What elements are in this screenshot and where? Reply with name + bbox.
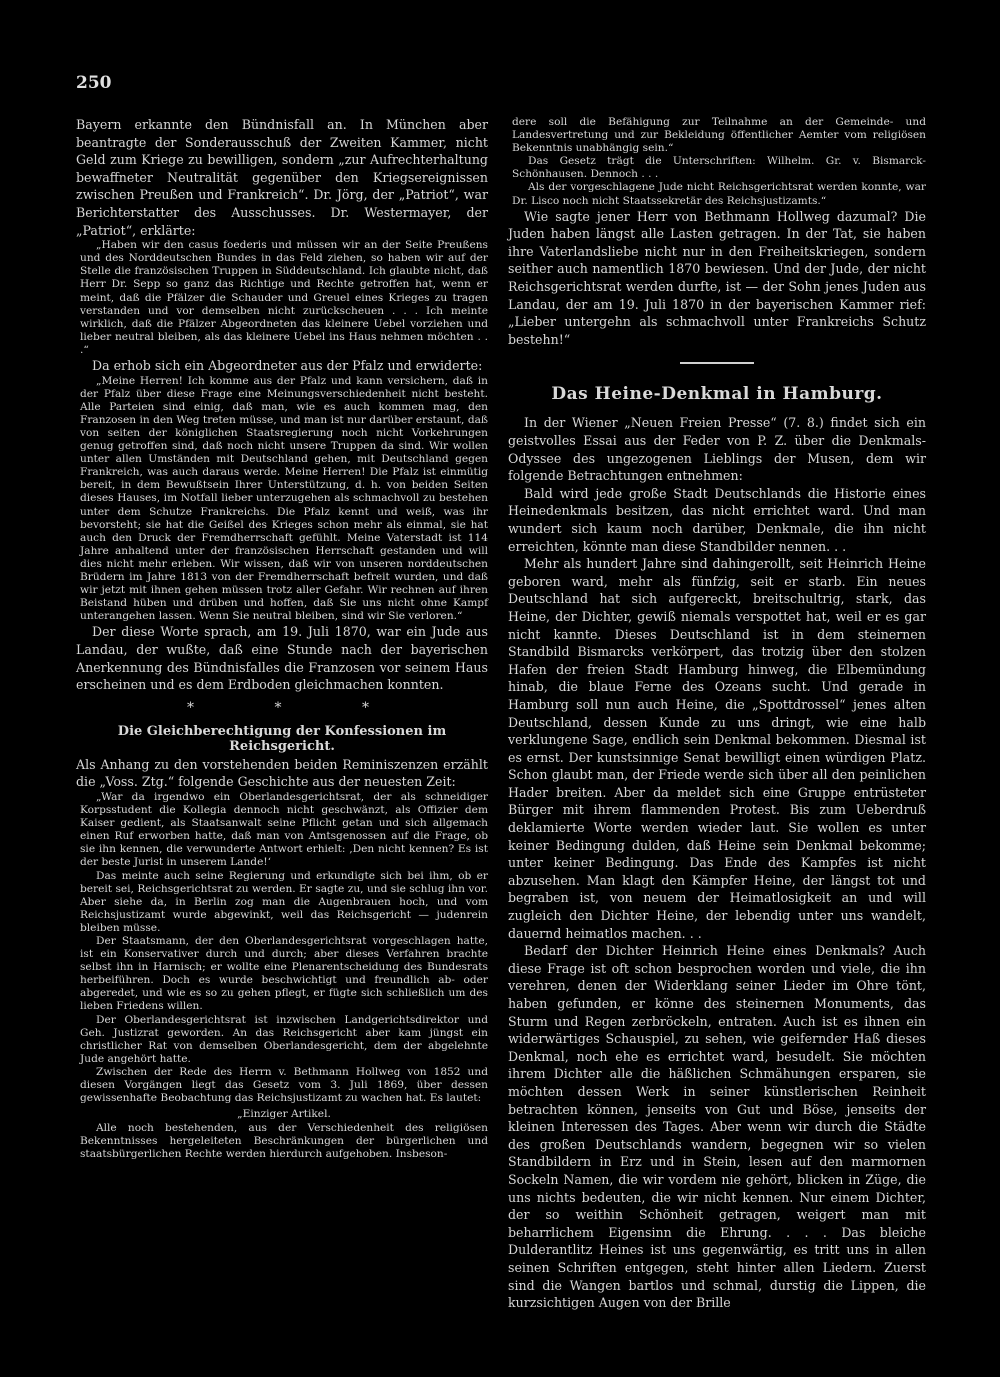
paragraph: Als Anhang zu den vorstehenden beiden Reminiszenzen erzählt die „Voss. Ztg.“ folgende Geschichte aus der neuesten Zeit: bbox=[76, 756, 488, 790]
article-title: Das Heine-Denkmal in Hamburg. bbox=[551, 384, 883, 405]
quote-paragraph: „War da irgendwo ein Oberlandesgerichtsrat, der als schneidiger Korpsstudent die Kollegia dennoch nicht geschwänzt, als Offizier dem Kaiser gedient, als Staatsanwalt seine Pflicht getan und sich allgemach einen Ruf erworben hatte, daß man von Amtsgenossen auf die Frage, ob sie ihn kennen, die verwunderte Antwort erhielt: ‚Den nicht kennen? Es ist der beste Jurist in unserem Lande!‘ bbox=[80, 790, 488, 869]
paragraph: In der Wiener „Neuen Freien Presse“ (7. 8.) findet sich ein geistvolles Essai aus der Feder von P. Z. über die Denkmals-Odyssee des ungezogenen Lieblings der Musen, dem wir folgende Betrachtungen entnehmen: bbox=[508, 415, 926, 484]
quote-paragraph: Alle noch bestehenden, aus der Verschiedenheit des religiösen Bekenntnisses hergeleiteten Beschränkungen der bürgerlichen und staatsbürgerlichen Rechte werden hierdurch aufgehoben. Insbeson- bbox=[80, 1122, 488, 1161]
quote-paragraph: „Haben wir den casus foederis und müssen wir an der Seite Preußens und des Norddeutschen Bundes in das Feld ziehen, so haben wir auf der Stelle die französischen Truppen in Süddeutschland. Ich glaubte nicht, daß Herr Dr. Sepp so ganz das Richtige und Rechte getroffen hat, wenn er meint, daß die Pfälzer die Schauder und Greuel eines Krieges zu tragen verstanden und vor demselben nicht zurückscheuen . . . Ich meinte wirklich, daß die Pfälzer Abgeordneten das kleinere Uebel vorziehen und lieber neutral bleiben, als das kleinere Uebel ins Haus nehmen möchten . . .“ bbox=[80, 239, 488, 356]
paragraph: Bald wird jede große Stadt Deutschlands die Historie eines Heinedenkmals besitzen, das nicht errichtet ward. Und man wundert sich kaum noch darüber, Denkmale, die ihn nicht erreichten, könnte man diese Standbilder nennen. . . bbox=[508, 485, 926, 554]
paragraph: Der diese Worte sprach, am 19. Juli 1870, war ein Jude aus Landau, der wußte, daß eine Stunde nach der bayerischen Anerkennung des Bündnisfalles die Franzosen vor seinem Haus erscheinen und es dem Erdboden gleichmachen konnten. bbox=[76, 624, 488, 693]
section-heading: Die Gleichberechtigung der Konfessionen im Reichsgericht. bbox=[117, 723, 447, 754]
paragraph: Bedarf der Dichter Heinrich Heine eines Denkmals? Auch diese Frage ist oft schon besprochen worden und viele, die ihn verehren, denen der Widerklang seiner Lieder im Ohre tönt, haben gefunden, er könne des steinernen Monuments, das Sturm und Regen zerbröckeln, entraten. Auch ist es ihnen ein widerwärtiges Schauspiel, zu sehen, wie geifernder Haß dieses Denkmal, noch ehe es errichtet ward, besudelt. Sie möchten ihrem Dichter alle die häßlichen Schmähungen ersparen, sie möchten dessen Werk in seiner künstlerischen Reinheit betrachten können, jenseits von Gut und Böse, jenseits der kleinen Interessen des Tages. Aber wenn wir durch die Städte des großen Deutschlands wandern, begegnen wir so vielen Standbildern in Erz und in Stein, lesen auf den marmornen Sockeln Namen, die wir vordem nie gehört, blicken in Züge, die uns nichts bedeuten, die wir nicht kennen. Nur einem Dichter, der so weithin Schönheit getragen, weigert man mit beharrlichem Eigensinn die Ehrung. . . . Das bleiche Dulderantlitz Heines ist uns gegenwärtig, es tritt uns in allen seinen Schriften entgegen, steht hinter allen Liedern. Zuerst sind die Wangen bartlos und schmal, durstig die Lippen, die kurzsichtigen Augen von der Brille bbox=[508, 943, 926, 1311]
right-column bbox=[508, 116, 926, 1312]
quote-paragraph: Der Oberlandesgerichtsrat ist inzwischen Landgerichtsdirektor und Geh. Justizrat geworden. An das Reichsgericht aber kam jüngst ein christlicher Rat von demselben Oberlandesgericht, dem der abgelehnte Jude angehört hatte. bbox=[80, 1013, 488, 1065]
page-number: 250 bbox=[76, 73, 112, 93]
paragraph: Mehr als hundert Jahre sind dahingerollt, seit Heinrich Heine geboren ward, mehr als fünfzig, seit er starb. Ein neues Deutschland hat sich aufgereckt, breitschultrig, stark, das Heine, der Dichter, gewiß niemals verspottet hat, weil er es gar nicht kannte. Dieses Deutschland ist in dem steinernen Standbild Bismarcks verkörpert, das trotzig über den stolzen Hafen der freien Stadt Hamburg hinweg, die Elbemündung hinab, die blaue Ferne des Ozeans sucht. Und gerade in Hamburg soll nun auch Heine, die „Spottdrossel“ jenes alten Deutschland, dessen Kunde zu uns dringt, wie eine halb verklungene Sage, endlich sein Denkmal bekommen. Diesmal ist es ernst. Der kunstsinnige Senat bewilligt einen würdigen Platz. Schon glaubt man, der Friede werde sich über all den peinlichen Hader breiten. Aber da meldet sich eine Gruppe entrüsteter Bürger mit ihrem flammenden Protest. Bis zum Ueberdruß deklamierte Worte werden wieder laut. Sie wollen es unter keiner Bedingung dulden, daß Heine sein Denkmal bekomme; unter keiner Bedingung. Das Ende des Kampfes ist nicht abzusehen. Man klagt den Kämpfer Heine, der längst tot und begraben ist, von neuem der Heimatlosigkeit an und will zugleich den Dichter Heine, der lebendig unter uns wandelt, dauernd heimatlos machen. . . bbox=[508, 556, 926, 941]
quote-paragraph: Der Staatsmann, der den Oberlandesgerichtsrat vorgeschlagen hatte, ist ein Konservativer durch und durch; aber dieses Verfahren brachte selbst ihn in Harnisch; er wollte eine Plenarentscheidung des Bundesrats herbeiführen. Doch es wurde beschwichtigt und freundlich ab- oder abgeredet, und wie es so zu gehen pflegt, er fügte sich schließlich um des lieben Friedens willen. bbox=[80, 934, 488, 1013]
quote-paragraph: dere soll die Befähigung zur Teilnahme an der Gemeinde- und Landesvertretung und zur Bekleidung öffentlicher Aemter vom religiösen Bekenntnis unabhängig sein.“ bbox=[512, 116, 926, 155]
paragraph: Wie sagte jener Herr von Bethmann Hollweg dazumal? Die Juden haben längst alle Lasten getragen. In der Tat, sie haben ihre Vaterlandsliebe nicht nur in den Freiheitskriegen, sondern seither auch namentlich 1870 bewiesen. Und der Jude, der nicht Reichsgerichtsrat werden durfte, ist — der Sohn jenes Juden aus Landau, der am 19. Juli 1870 in der bayerischen Kammer rief: „Lieber untergehn als schmachvoll unter Frankreichs Schutz bestehn!“ bbox=[508, 208, 926, 347]
quote-paragraph: Zwischen der Rede des Herrn v. Bethmann Hollweg von 1852 und diesen Vorgängen liegt das Gesetz vom 3. Juli 1869, über dessen gewissenhafte Beobachtung das Reichsjustizamt zu wachen hat. Es lautet: bbox=[80, 1065, 488, 1105]
quote-paragraph: Das Gesetz trägt die Unterschriften: Wilhelm. Gr. v. Bismarck-Schönhausen. Dennoch . . . bbox=[512, 155, 926, 181]
section-divider-rule bbox=[680, 362, 754, 364]
paragraph: Bayern erkannte den Bündnisfall an. In München aber beantragte der Sonderausschuß der Zweiten Kammer, nicht Geld zum Kriege zu bewilligen, sondern „zur Aufrechterhaltung bewaffneter Neutralität gegenüber den Kriegsereignissen zwischen Preußen und Frankreich“. Dr. Jörg, der „Patriot“, war Berichterstatter des Ausschusses. Dr. Westermayer, der „Patriot“, erklärte: bbox=[76, 117, 488, 238]
quote-paragraph: „Meine Herren! Ich komme aus der Pfalz und kann versichern, daß in der Pfalz über diese Frage eine Meinungsverschiedenheit nicht besteht. Alle Parteien sind einig, daß man, wie es auch kommen mag, den Franzosen in den Weg treten müsse, und man ist nur darüber erstaunt, daß von seiten der königlichen Staatsregierung noch nicht Vorkehrungen genug getroffen sind, daß noch nicht unsere Truppen da sind. Wir wollen unter allen Umständen mit Deutschland gehen, mit Deutschland gegen Frankreich, was auch daraus werde. Meine Herren! Die Pfalz ist einmütig bereit, in dem Bewußtsein Ihrer Unterstützung, d. h. von beiden Seiten dieses Hauses, im Notfall lieber unterzugehen als schmachvoll zu bestehen unter dem Schutze Frankreichs. Die Pfalz kennt und weiß, was ihr bevorsteht; sie hat die Geißel des Krieges schon mehr als einmal, sie hat auch den Druck der Fremdherrschaft gefühlt. Meine Vaterstadt ist 114 Jahre anhaltend unter der französischen Herrschaft gestanden und will dies nicht mehr erleben. Wir wissen, daß wir von unseren norddeutschen Brüdern im Jahre 1813 von der Fremdherrschaft befreit wurden, und daß wir jetzt mit ihnen gehen müssen trotz aller Gefahr. Wir rechnen auf ihren Beistand hüben und drüben und hoffen, daß Sie uns nicht ohne Kampf unterangehen lassen. Wenn Sie neutral bleiben, sind wir Sie verloren.“ bbox=[80, 374, 488, 623]
left-column bbox=[76, 116, 488, 1162]
quote-paragraph: Als der vorgeschlagene Jude nicht Reichsgerichtsrat werden konnte, war Dr. Lisco noch nicht Staatssekretär des Reichsjustizamts.“ bbox=[512, 181, 926, 207]
law-article-heading: „Einziger Artikel. bbox=[237, 1108, 331, 1121]
section-divider-stars: * * * bbox=[187, 699, 407, 716]
quote-paragraph: Das meinte auch seine Regierung und erkundigte sich bei ihm, ob er bereit sei, Reichsgerichtsrat zu werden. Er sagte zu, und sie schlug ihn vor. Aber siehe da, in Berlin zog man die Augenbrauen hoch, und vom Reichsjustizamt wurde abgewinkt, weil das Reichsgericht — judenrein bleiben müsse. bbox=[80, 869, 488, 934]
paragraph: Da erhob sich ein Abgeordneter aus der Pfalz und erwiderte: bbox=[92, 358, 483, 373]
